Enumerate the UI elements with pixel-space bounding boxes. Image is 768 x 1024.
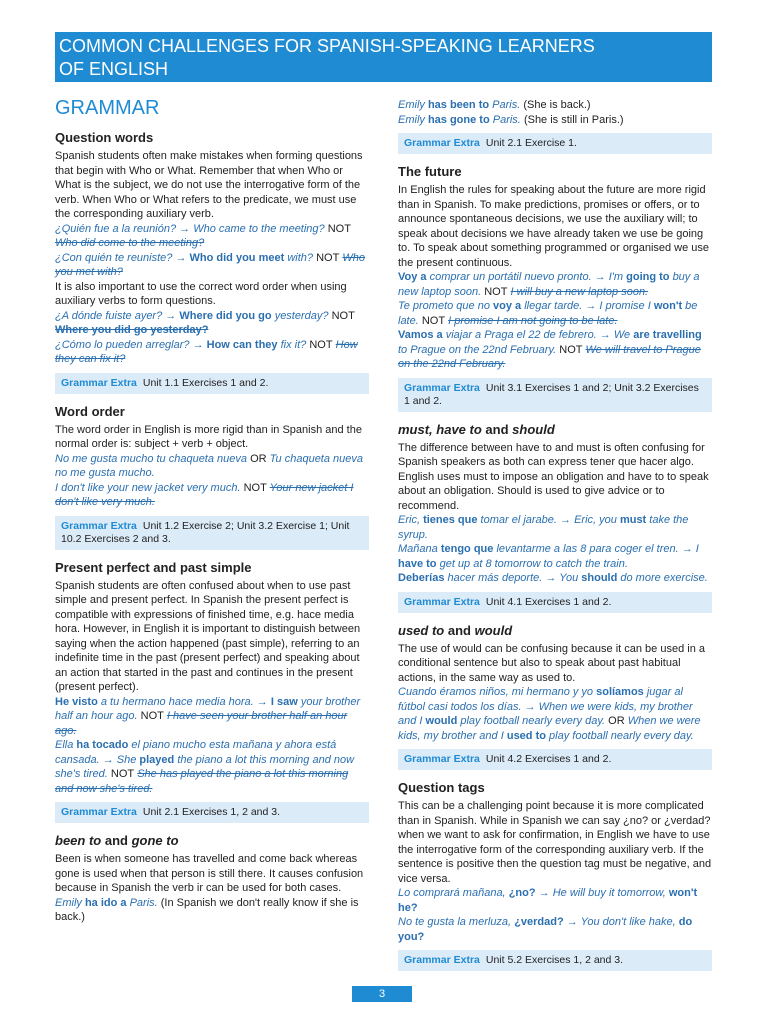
grammar-extra-box: Grammar Extra Unit 5.2 Exercises 1, 2 and 3.: [398, 950, 712, 971]
example-line: Te prometo que no voy a llegar tarde. → I promise I won't be late. NOT I promise I am not going to be late.: [398, 300, 698, 327]
must-body: The difference between have to and must is often confusing for Spanish speakers as both can express tener que hacer algo. English uses must to impose an obligation and have to to speak about an obligation. Should is used to give advice or to recommend.: [398, 441, 709, 512]
example-line: No me gusta mucho tu chaqueta nueva OR Tu chaqueta nueva no me gusta mucho.: [55, 452, 364, 479]
page-banner: [55, 32, 712, 82]
word-order-body: The word order in English is more rigid than in Spanish and the normal order is: subject + verb + object.: [55, 423, 362, 450]
example-line: Voy a comprar un portátil nuevo pronto. → I'm going to buy a new laptop soon. NOT I will buy a new laptop soon.: [398, 271, 700, 298]
question-words-heading: Question words: [55, 130, 154, 145]
grammar-extra-box: Grammar Extra Unit 1.1 Exercises 1 and 2.: [55, 373, 369, 394]
example-line: Emily has gone to Paris. (She is still in Paris.): [398, 113, 624, 126]
question-words-body: Spanish students often make mistakes when forming questions that begin with Who or What. Remember that when Who or What is the subject, we do not use the interrogative form of the verb. When Who or What refers to the predicate, we must use the corresponding auxiliary verb.: [55, 150, 363, 220]
future-heading: The future: [398, 164, 462, 179]
grammar-extra-box: Grammar Extra Unit 2.1 Exercises 1, 2 and 3.: [55, 802, 369, 823]
example-line: Emily has been to Paris. (She is back.): [398, 99, 591, 111]
future-body: In English the rules for speaking about the future are more rigid than in Spanish. To make predictions, promises or offers, or to announce spontaneous decisions, we use the auxiliary will; to speak about decisions we have already taken we use be going to. To speak about something programmed or organised we use the present continuous.: [398, 184, 710, 269]
left-column: [55, 96, 369, 925]
question-tags-body: This can be a challenging point because it is more complicated than in Spanish. While in Spanish we can say ¿no? or ¿verdad? when we want to ask for confirmation, in English we have to use the interrogative form of the corresponding auxiliary verb. If the sentence is positive then the question tag must be negative, and vice versa.: [398, 800, 712, 885]
word-order-heading: Word order: [55, 403, 125, 419]
example-line: I don't like your new jacket very much. NOT Your new jacket I don't like very much.: [55, 481, 354, 508]
grammar-extra-box: Grammar Extra Unit 4.1 Exercises 1 and 2.: [398, 592, 712, 613]
must-heading: must, have to and should: [398, 421, 555, 437]
example-line: No te gusta la merluza, ¿verdad? → You don't like hake, do you?: [398, 916, 693, 943]
example-line: Deberías hacer más deporte. → You should do more exercise.: [398, 572, 708, 584]
banner-line-1: COMMON CHALLENGES FOR SPANISH-SPEAKING LEARNERS: [59, 36, 595, 56]
grammar-extra-box: Grammar Extra Unit 3.1 Exercises 1 and 2; Unit 3.2 Exercises 1 and 2.: [398, 378, 712, 412]
used-to-heading: used to and would: [398, 622, 513, 638]
example-line: Mañana tengo que levantarme a las 8 para coger el tren. → I have to get up at 8 tomorrow to catch the train.: [398, 543, 699, 570]
example-line: Cuando éramos niños, mi hermano y yo solíamos jugar al fútbol casi todos los días. → When we were kids, my brother and I would play football nearly every day. OR When we were kids, my brother and I used to play football nearly every day.: [398, 686, 701, 742]
present-perfect-body: Spanish students are often confused about when to use past simple and present perfect. In Spanish the present perfect is compatible with expressions of finished time, e.g. hace media hora. However, in English it is important to distinguish between saying when the action happened (past simple), referring to an indefinite time in the past (present perfect) and speaking about an action that started in the past and continues in the present (present perfect).: [55, 579, 361, 693]
question-words-body-2: It is also important to use the correct word order when using auxiliary verbs to form questions.: [55, 280, 347, 307]
example-line: He visto a tu hermano hace media hora. → I saw your brother half an hour ago. NOT I have seen your brother half an hour ago.: [55, 695, 361, 737]
grammar-extra-box: Grammar Extra Unit 2.1 Exercise 1.: [398, 133, 712, 154]
example-line: ¿A dónde fuiste ayer? → Where did you go yesterday? NOT Where you did go yesterday?: [55, 309, 355, 336]
grammar-extra-box: Grammar Extra Unit 4.2 Exercises 1 and 2.: [398, 749, 712, 770]
example-line: Ella ha tocado el piano mucho esta mañana y ahora está cansada. → She played the piano a lot this morning and now she's tired. NOT She has played the piano a lot this morning and now she's tired.: [55, 739, 355, 795]
been-gone-body: Been is when someone has travelled and come back whereas gone is used when that person is still there. It causes confusion because in Spanish the verb ir can be used for both cases.: [55, 853, 364, 894]
page-number: 3: [352, 986, 412, 1002]
been-gone-heading: been to and gone to: [55, 833, 179, 848]
example-line: ¿Quién fue a la reunión? → Who came to the meeting? NOT Who did come to the meeting?: [55, 222, 351, 249]
grammar-extra-box: Grammar Extra Unit 1.2 Exercise 2; Unit 3.2 Exercise 1; Unit 10.2 Exercises 2 and 3.: [55, 516, 369, 550]
example-line: Emily ha ido a Paris. (In Spanish we don't really know if she is back.): [55, 896, 359, 923]
present-perfect-heading: Present perfect and past simple: [55, 559, 252, 575]
example-line: Eric, tienes que tomar el jarabe. → Eric, you must take the syrup.: [398, 514, 689, 541]
example-line: ¿Cómo lo pueden arreglar? → How can they fix it? NOT How they can fix it?: [55, 338, 358, 365]
example-line: Lo comprará mañana, ¿no? → He will buy it tomorrow, won't he?: [398, 887, 698, 914]
used-to-body: The use of would can be confusing because it can be used in a conditional sentence but also to speak about past habitual actions, in the same way as used to.: [398, 642, 705, 684]
example-line: Vamos a viajar a Praga el 22 de febrero. → We are travelling to Prague on the 22nd February. NOT We will travel to Prague on the 22nd February.: [398, 329, 702, 370]
right-column: [398, 98, 712, 979]
banner-line-2: OF ENGLISH: [59, 59, 169, 79]
question-tags-heading: Question tags: [398, 780, 485, 795]
example-line: ¿Con quién te reuniste? → Who did you meet with? NOT Who you met with?: [55, 251, 365, 278]
grammar-title: GRAMMAR: [55, 97, 160, 119]
